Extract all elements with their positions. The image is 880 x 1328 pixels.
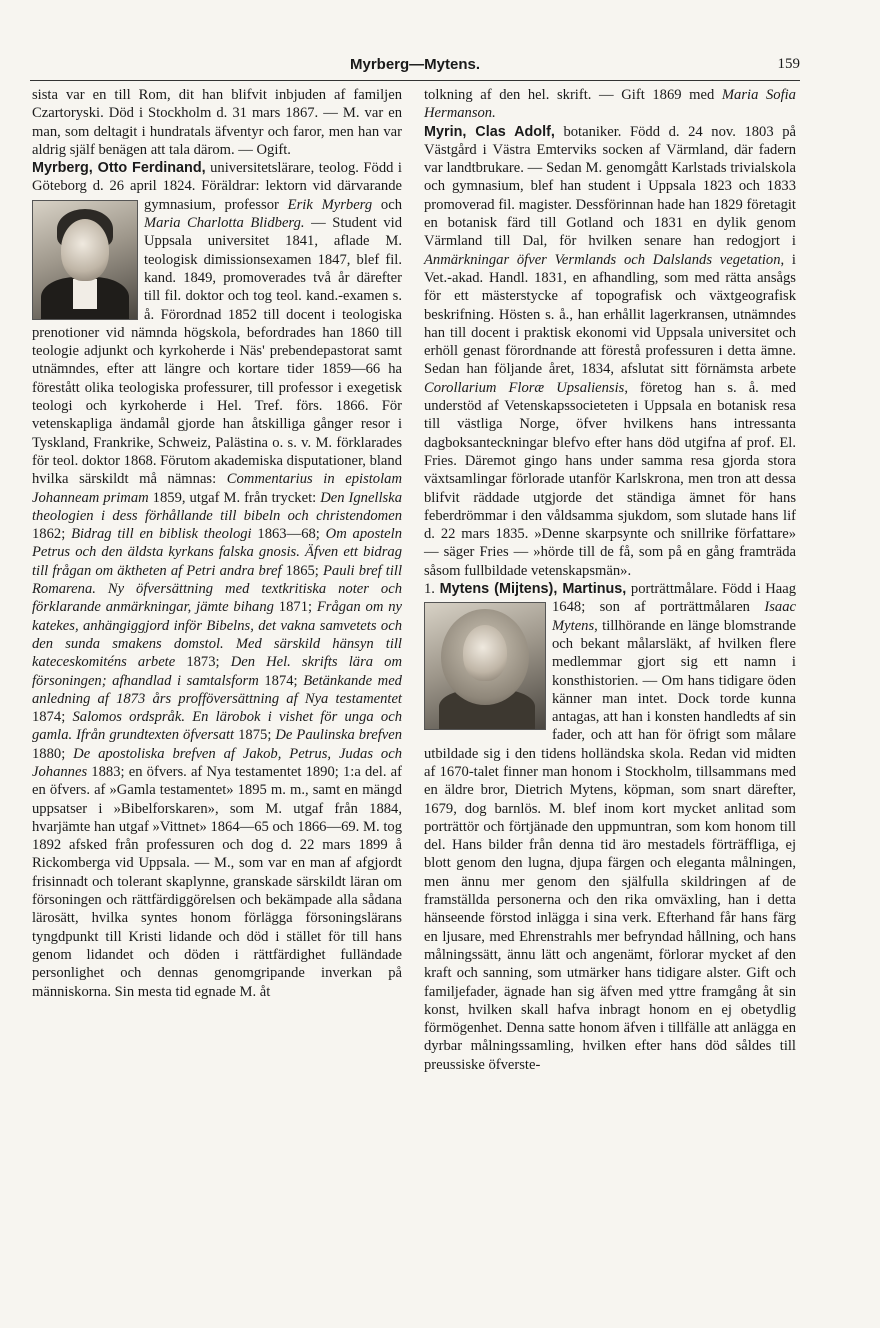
entry-headword: Mytens (Mijtens), Martinus, [439, 581, 627, 598]
entry-mytens-martinus: 1. Mytens (Mijtens), Martinus, porträttmålare. Född i Haag 1648; son af porträttmålaren Isaac Mytens, tillhörande en länge blomstrande och bekant målarsläkt, af hvilken flere medlemmar gjort sig ett namn i konsthistorien. — Om hans tidigare öden känner man intet. Dock torde kunna antagas, att han i konsten handledts af sin fader, och att han för öfrigt som målare utbildade sig i den tidens holländska skola. Redan vid midten af 1670-talet finner man honom i Stockholm, tillsammans med en äldre bror, Dietrich Mytens, köpman, som snart därefter, 1679, dog barnlös. M. blef inom kort mycket anlitad som porträttör och förtjänade den uppmuntran, som kom honom till del. Hans bilder från denna tid äro mestadels förträffliga, ej blott genom den lugna, djupa färgen och eleganta målningen, men ännu mer genom den själfulla skildringen af de framställda personerna och den rika omväxling, han i detta hänseende förstod inlägga i sina verk. Efterhand får hans färg en ljusare, med Ehrenstrahls mer befryndad hållning, och hans målningssätt, ännu lätt och angenämt, förlorar mycket af den kraft och sanning, som utmärker hans tidigare alster. Gift och familjefader, ägnade han sig äfven med yttre framgång åt sin konst, hvilken skall hafva inbragt honom en ej obetydlig förmögenhet. Denna satte honom äfven i tillfälle att anlägga en dyrbar målningssamling, hvilken efter hans död såldes till preussiske öfverste- [424, 581, 797, 1073]
entry-myrin-clas: Myrin, Clas Adolf, botaniker. Född d. 24 nov. 1803 på Västgård i Västra Emterviks socken af Värmland, där fadern var landtbrukare. — Sedan M. genomgått Karlstads trivialskola och gymnasium, blef han student i Uppsala 1823 och 1833 promoverad fil. magister. Dessförinnan hade han 1829 företagit en botanisk färd till Gotland och 1831 en dylik genom Värmland till Dal, för hvilken senare han redogjort i Anmärkningar öfver Vermlands och Dalslands vegetation, i Vet.-akad. Handl. 1831, en afhandling, som med rätta ansågs för ett mästerstycke af topografisk och växtgeografisk beskrifning. Hösten s. å., han erhållit lagerkransen, utnämndes han till docent i praktisk ekonomi vid Uppsala universitet och erhöll genast förordnande att förestå professuren i detta ämne. Sedan han följande året, 1834, afslutat sitt förnämsta arbete Corollarium Floræ Upsaliensis, företog han s. å. med understöd af Vetenskapssocieteten i Uppsala en botanisk resa till västliga Norge, öfver hvilkens hans intressanta dagboksanteckningar blefvo efter hans död utgifna af prof. El. Fries. Däremot gingo hans under samma resa gjorda stora växtsamlingar förlorade utanför Karlskrona, men tron att dessa blifvit räddade utgjorde det ständiga ämnet för hans feberdrömmar i den våldsamma sjukdom, som slutade hans lif d. 22 mars 1835. »Denne skarpsynte och snillrike författare» — säger Fries — »hörde till de få, som på en gång framträda såsom fullbildade vetenskapsmän». [424, 123, 797, 579]
portrait-mytens [424, 602, 546, 730]
entry-continuation-right: tolkning af den hel. skrift. — Gift 1869 med Maria Sofia Hermanson. [424, 87, 796, 122]
running-head [30, 56, 800, 78]
entry-myrberg-otto: Myrberg, Otto Ferdinand, universitetslärare, teolog. Född i Göteborg d. 26 april 1824. Föräldrar: lektorn vid därvarande gymnasium, professor Erik Myrberg och Maria Charlotta Blidberg. — Student vid Uppsala universitet 1841, aflade M. teologisk dimissionsexamen 1847, blef fil. kand. 1849, promoverades två år därefter till fil. doktor och tog teol. kand.-examen s. å. Förordnad 1852 till docent i teologiska prenotioner vid nämnda högskola, befordrades han 1860 till teologie adjunkt och kyrkoherde i Näs' prebendepastorat samt utnämndes, efter att längre och kortare tider 1859—66 ha förestått olika teologiska professurer, till professor i exegetisk teologi och kyrkoherde i Hel. Tref. förs. 1866. För vetenskapliga ändamål gjorde han åtskilliga gånger resor i Tyskland, Frankrike, Schweiz, Palästina o. s. v. M. förklarades för teol. doktor 1868. Förutom akademiska disputationer, bland hvilka särskildt må nämnas: Commentarius in epistolam Johanneam primam 1859, utgaf M. från trycket: Den Ignellska theologien i dess förhållande till bibeln och christendomen 1862; Bidrag till en biblisk theologi 1863—68; Om aposteln Petrus och den äldsta kyrkans falska gnosis. Äfven ett bidrag till frågan om äktheten af Petri andra bref 1865; Pauli bref till Romarena. Ny öfversättning med textkritiska noter och förklarande anmärkningar, jämte bihang 1871; Frågan om ny katekes, anhängiggjord inför Bibelns, det vakna samvetets och den sunda smakens domstol. Med särskild hänsyn till kateceskomiténs arbete 1873; Den Hel. skrifts lära om försoningen; afhandlad i samtalsform 1874; Betänkande med anledning af 1873 års profföversättning af Nya testamentet 1874; Salomos ordspråk. En lärobok i vishet för unga och gamla. Ifrån grundtexten öfversatt 1875; De Paulinska brefven 1880; De apostoliska brefven af Jakob, Petrus, Judas och Johannes 1883; en öfvers. af Nya testamentet 1890; 1:a del. af en öfvers. af »Gamla testamentet» 1895 m. m., samt en mängd uppsatser i »Bibelforskaren», som M. utgaf från 1884, hvarjämte han utgaf »Vittnet» 1864—65 och 1866—69. M. tog 1892 afsked från professuren och dog d. 22 mars 1899 å Rickomberga vid Uppsala. — M., som var en man af afgjordt frisinnadt och tolerant skaplynne, granskade särskildt läran om försoningen och rättfärdiggörelsen och bekämpade alla sådana lärosätt, hvilka syntes honom förlägga försoningslärans tyngdpunkt till Kristi lidande och död i stället för till hans genom lidandet och döden i rättfärdighet fulländade personlighet och dennas genomgripande inverkan på människorna. Sin mesta tid egnade M. åt [32, 160, 403, 1000]
portrait-myrberg [32, 200, 138, 320]
left-column [32, 86, 402, 1001]
entry-headword: Myrberg, Otto Ferdinand, [32, 160, 206, 177]
right-column [424, 86, 796, 1074]
page-number: 159 [777, 56, 800, 72]
entry-headword: Myrin, Clas Adolf, [424, 123, 555, 140]
page-title: Myrberg—Mytens. [349, 56, 481, 73]
header-rule [30, 80, 800, 81]
entry-continuation: sista var en till Rom, dit han blifvit inbjuden af familjen Czartoryski. Död i Stockholm d. 31 mars 1867. — M. var en man, som deltagit i hundratals äfventyr och faror, men han var aldrig själf benägen att tala därom. — Ogift. [32, 87, 402, 158]
